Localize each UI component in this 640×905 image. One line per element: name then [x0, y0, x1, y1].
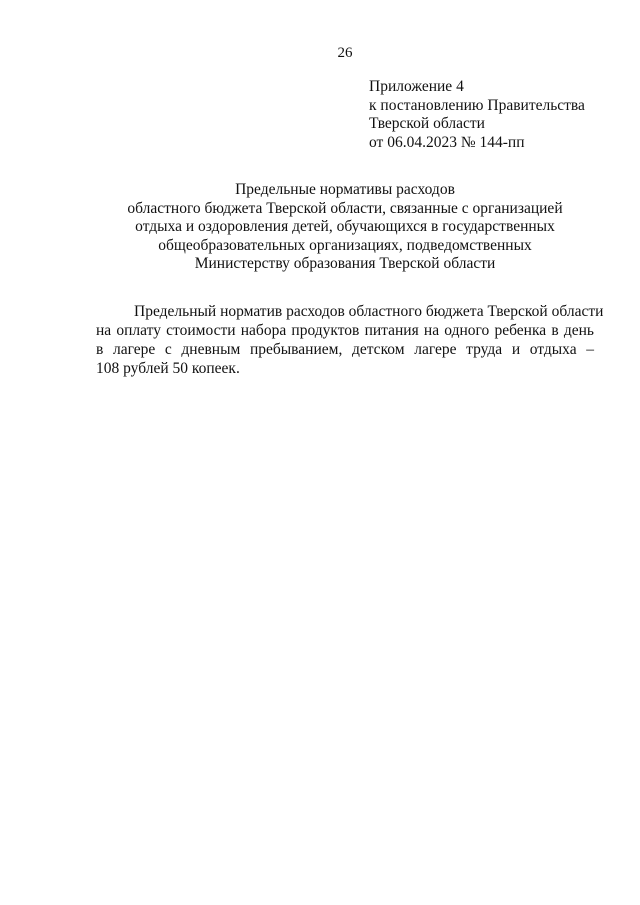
- title-line: общеобразовательных организациях, подведомственных: [158, 236, 532, 254]
- document-title: [96, 181, 594, 274]
- page-number: 26: [337, 45, 353, 61]
- body-paragraph: [96, 302, 604, 378]
- appendix-header: [369, 78, 629, 152]
- appendix-label: Приложение 4: [369, 78, 464, 95]
- title-line: Министерству образования Тверской области: [194, 255, 496, 272]
- appendix-resolution-ref: к постановлению Правительства: [369, 96, 585, 114]
- title-line: областного бюджета Тверской области, связанные с организацией: [127, 199, 563, 217]
- title-line: отдыха и оздоровления детей, обучающихся в государственных: [135, 218, 555, 235]
- appendix-date-number: от 06.04.2023 № 144-пп: [369, 133, 525, 151]
- title-line: Предельные нормативы расходов: [235, 181, 455, 198]
- body-line: в лагере с дневным пребыванием, детском лагере труда и отдыха –: [96, 341, 594, 358]
- appendix-region: Тверской области: [369, 115, 485, 132]
- body-line: 108 рублей 50 копеек.: [96, 360, 240, 377]
- body-line: Предельный норматив расходов областного бюджета Тверской области: [134, 303, 604, 320]
- body-line: на оплату стоимости набора продуктов питания на одного ребенка в день: [96, 322, 594, 339]
